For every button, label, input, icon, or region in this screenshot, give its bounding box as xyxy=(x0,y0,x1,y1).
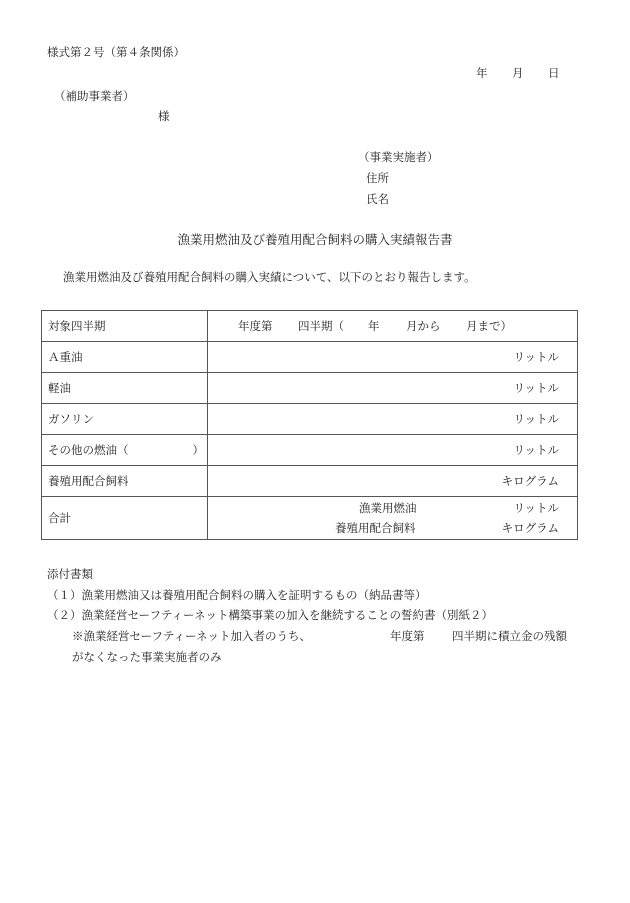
unit-label: キログラム xyxy=(501,474,559,488)
date-line xyxy=(476,67,560,81)
period-year2: 年 xyxy=(368,319,380,333)
unit-label: リットル xyxy=(513,381,559,395)
period-month-from: 月から xyxy=(406,319,441,333)
table-row xyxy=(42,435,578,466)
total-feed-label: 養殖用配合飼料 xyxy=(335,521,416,535)
implementer-name-label: 氏名 xyxy=(366,192,389,206)
table-row-total xyxy=(42,497,578,540)
document-title: 漁業用燃油及び養殖用配合飼料の購入実績報告書 xyxy=(177,232,453,247)
period-month-to: 月まで） xyxy=(466,319,512,333)
implementer-label: （事業実施者） xyxy=(358,150,439,164)
table-row-period xyxy=(42,311,578,342)
table-row xyxy=(42,342,578,373)
total-feed-unit: キログラム xyxy=(501,521,559,535)
row-label-feed: 養殖用配合飼料 xyxy=(42,466,208,497)
total-value-cell[interactable] xyxy=(208,497,578,540)
row-value-cell[interactable] xyxy=(208,466,578,497)
row-label-a-heavy-oil: Ａ重油 xyxy=(42,342,208,373)
row-value-cell[interactable] xyxy=(208,435,578,466)
row-value-cell[interactable] xyxy=(208,404,578,435)
unit-label: リットル xyxy=(513,412,559,426)
row-label-other-fuel xyxy=(42,435,208,466)
note-part-a: ※漁業経営セーフティーネット加入者のうち、 xyxy=(72,629,311,643)
table-row xyxy=(42,373,578,404)
intro-text: 漁業用燃油及び養殖用配合飼料の購入実績について、以下のとおり報告します。 xyxy=(63,270,476,284)
unit-label: リットル xyxy=(513,350,559,364)
unit-label: リットル xyxy=(513,443,559,457)
attachment-item-2: （２）漁業経営セーフティーネット構築事業の加入を継続することの誓約書（別紙２） xyxy=(47,608,493,622)
period-label: 対象四半期 xyxy=(42,311,208,342)
date-month-label: 月 xyxy=(512,66,524,80)
date-day-label: 日 xyxy=(548,66,560,80)
attachment-note-line-1 xyxy=(72,630,567,644)
attachment-note-line-2: がなくなった事業実施者のみ xyxy=(72,650,222,664)
date-year-label: 年 xyxy=(476,66,488,80)
note-part-b: 年度第 xyxy=(390,629,425,643)
attachment-item-1: （１）漁業用燃油又は養殖用配合飼料の購入を証明するもの（納品書等） xyxy=(47,588,427,602)
period-quarter-part: 四半期（ xyxy=(298,319,344,333)
other-fuel-close-paren: ） xyxy=(192,443,204,457)
total-feed-line xyxy=(214,518,571,538)
recipient-label: （補助事業者） xyxy=(54,89,135,103)
total-fuel-unit: リットル xyxy=(513,501,559,515)
period-year-part: 年度第 xyxy=(238,319,273,333)
other-fuel-label: その他の燃油（ xyxy=(48,443,129,457)
recipient-honorific: 様 xyxy=(158,109,170,123)
total-fuel-label: 漁業用燃油 xyxy=(359,501,417,515)
implementer-address-label: 住所 xyxy=(366,171,389,185)
period-value-cell[interactable] xyxy=(208,311,578,342)
total-fuel-line xyxy=(214,498,571,518)
note-part-c: 四半期に積立金の残額 xyxy=(452,629,567,643)
table-row xyxy=(42,404,578,435)
purchase-report-table xyxy=(41,310,578,540)
form-number: 様式第２号（第４条関係） xyxy=(47,45,185,59)
total-label: 合計 xyxy=(42,497,208,540)
row-label-light-oil: 軽油 xyxy=(42,373,208,404)
row-label-gasoline: ガソリン xyxy=(42,404,208,435)
row-value-cell[interactable] xyxy=(208,373,578,404)
attachments-heading: 添付書類 xyxy=(47,567,93,581)
table-row xyxy=(42,466,578,497)
row-value-cell[interactable] xyxy=(208,342,578,373)
